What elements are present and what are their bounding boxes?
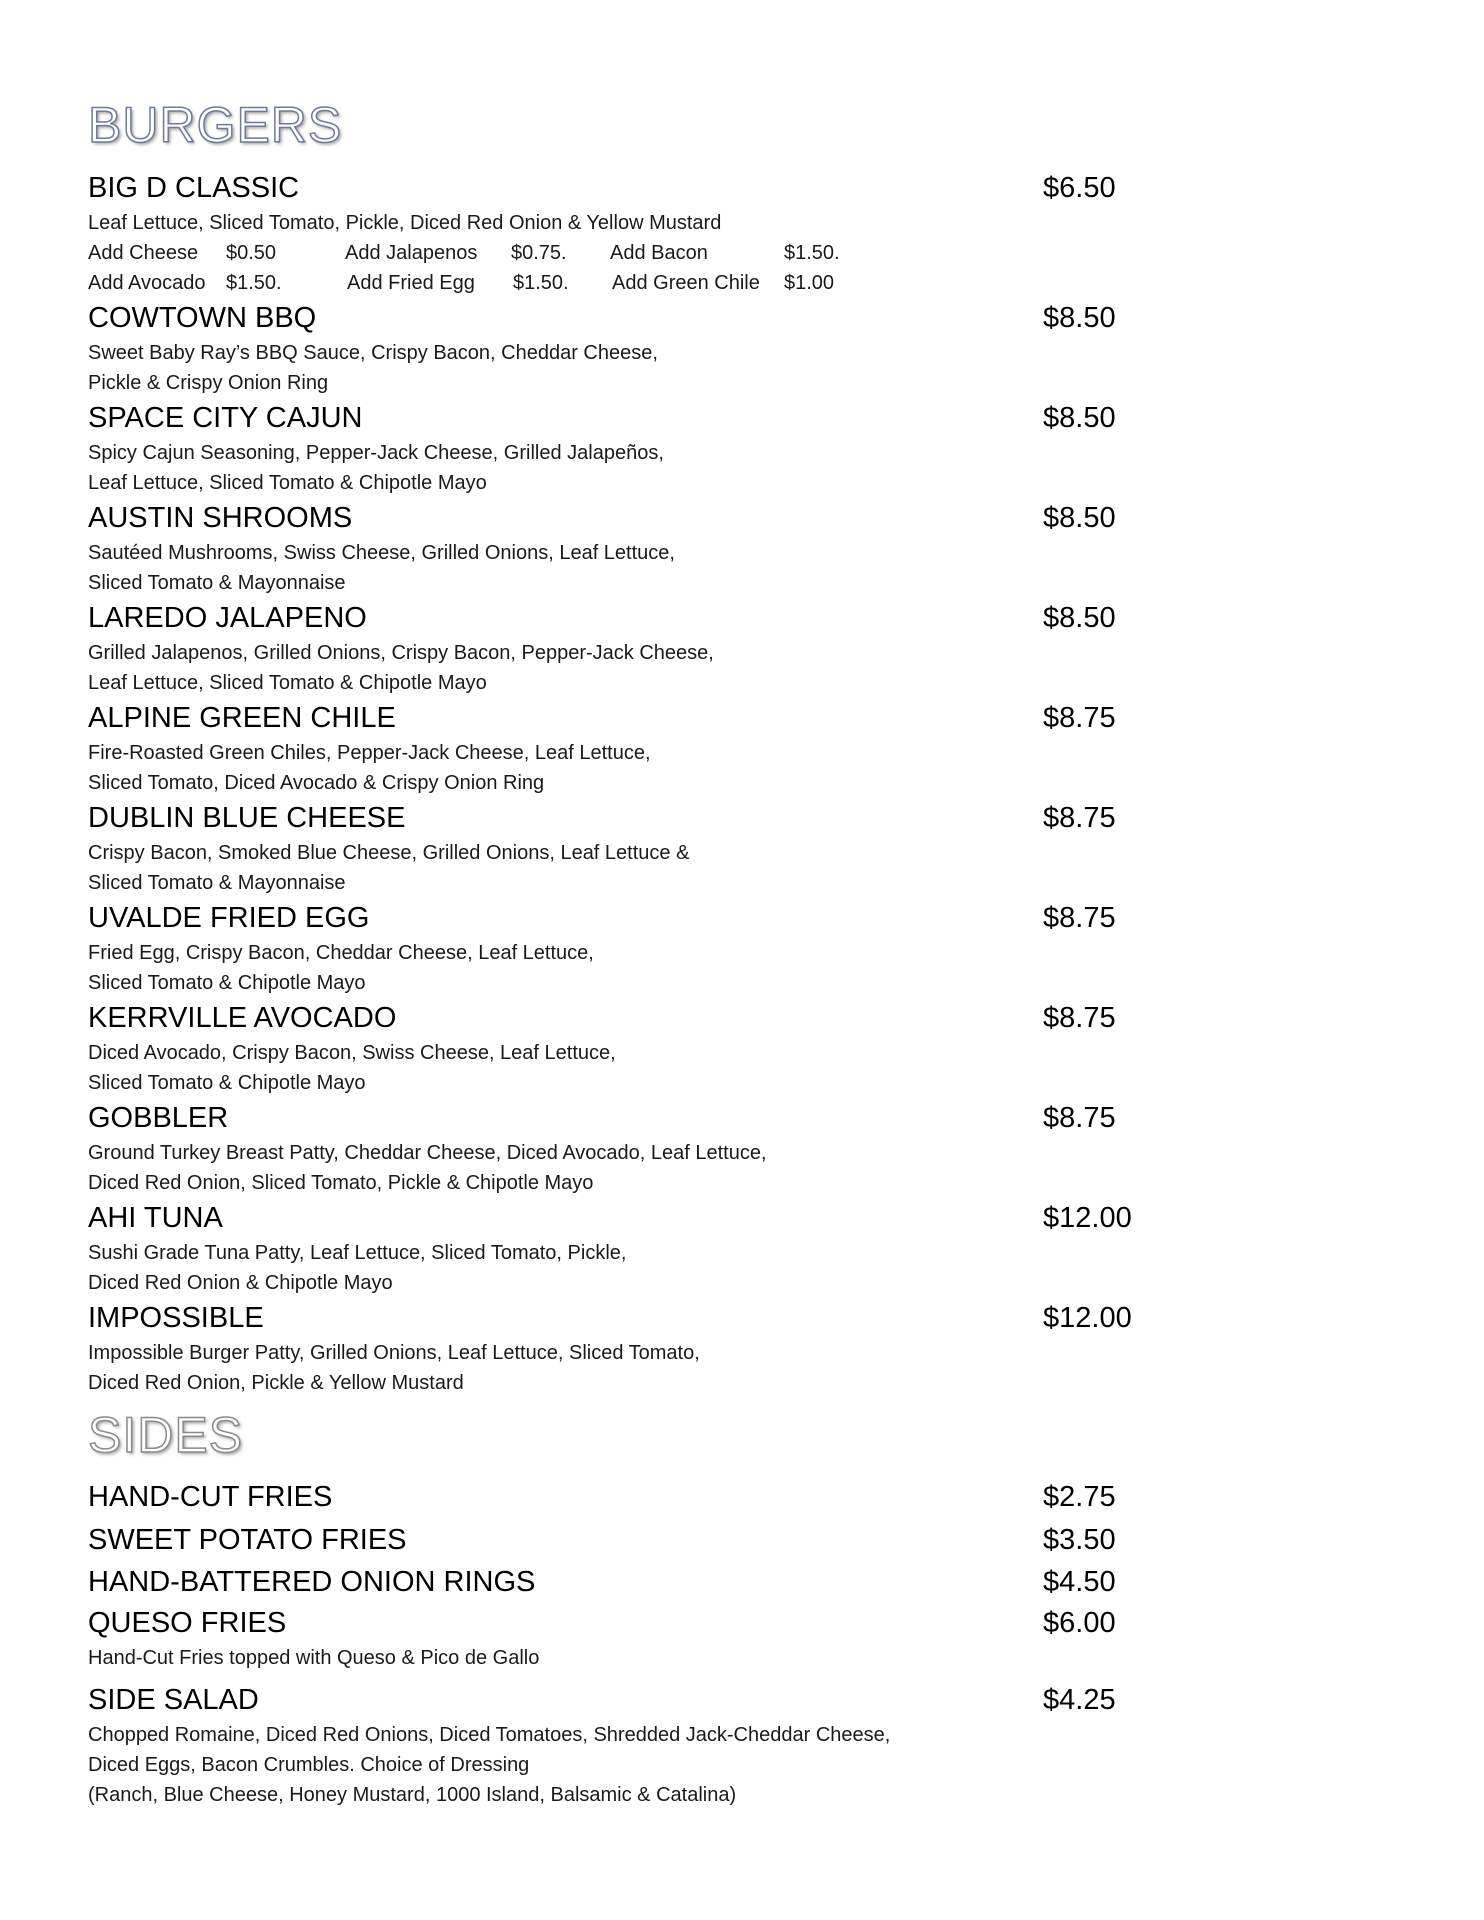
- item-price: $8.75: [1043, 1102, 1116, 1134]
- item-description: Chopped Romaine, Diced Red Onions, Diced Tomatoes, Shredded Jack-Cheddar Cheese, Diced Eggs, Bacon Crumbles. Choice of Dressing (Ranch, Blue Cheese, Honey Mustard, 1000 Island, Balsamic & Catalina): [88, 1724, 891, 1806]
- addon-label: Add Fried Egg: [347, 272, 475, 294]
- item-name: HAND-CUT FRIES: [88, 1481, 333, 1513]
- addon-jalapenos: [345, 238, 567, 268]
- item-name: SWEET POTATO FRIES: [88, 1524, 407, 1556]
- burgers-section-title: BURGERS: [88, 97, 343, 153]
- sides-section-title: SIDES: [88, 1407, 244, 1463]
- addon-price: $1.50.: [226, 272, 282, 294]
- item-description: Fried Egg, Crispy Bacon, Cheddar Cheese, Leaf Lettuce, Sliced Tomato & Chipotle Mayo: [88, 942, 594, 994]
- addon-bacon: [610, 238, 840, 268]
- item-description: Spicy Cajun Seasoning, Pepper-Jack Cheese, Grilled Jalapeños, Leaf Lettuce, Sliced Tomato & Chipotle Mayo: [88, 442, 664, 494]
- item-name: COWTOWN BBQ: [88, 302, 317, 334]
- item-price: $6.00: [1043, 1607, 1116, 1639]
- item-name: BIG D CLASSIC: [88, 172, 300, 204]
- item-price: $8.50: [1043, 402, 1116, 434]
- addon-fried-egg: [347, 268, 569, 298]
- item-price: $8.50: [1043, 302, 1116, 334]
- item-description: Fire-Roasted Green Chiles, Pepper-Jack Cheese, Leaf Lettuce, Sliced Tomato, Diced Avocado & Crispy Onion Ring: [88, 742, 651, 794]
- item-name: AUSTIN SHROOMS: [88, 502, 353, 534]
- item-name: LAREDO JALAPENO: [88, 602, 367, 634]
- item-name: QUESO FRIES: [88, 1607, 287, 1639]
- item-price: $8.75: [1043, 802, 1116, 834]
- item-name: HAND-BATTERED ONION RINGS: [88, 1566, 536, 1598]
- item-price: $2.75: [1043, 1481, 1116, 1513]
- item-price: $12.00: [1043, 1302, 1132, 1334]
- item-description: Sweet Baby Ray’s BBQ Sauce, Crispy Bacon, Cheddar Cheese, Pickle & Crispy Onion Ring: [88, 342, 658, 394]
- item-price: $8.50: [1043, 502, 1116, 534]
- item-price: $8.75: [1043, 702, 1116, 734]
- item-description: Hand-Cut Fries topped with Queso & Pico de Gallo: [88, 1647, 540, 1669]
- item-price: $6.50: [1043, 172, 1116, 204]
- item-price: $4.50: [1043, 1566, 1116, 1598]
- addon-cheese: [88, 238, 277, 268]
- item-name: KERRVILLE AVOCADO: [88, 1002, 397, 1034]
- item-description: Leaf Lettuce, Sliced Tomato, Pickle, Diced Red Onion & Yellow Mustard: [88, 212, 722, 234]
- item-price: $4.25: [1043, 1684, 1116, 1716]
- item-name: IMPOSSIBLE: [88, 1302, 264, 1334]
- item-name: GOBBLER: [88, 1102, 229, 1134]
- item-price: $8.75: [1043, 902, 1116, 934]
- item-description: Impossible Burger Patty, Grilled Onions, Leaf Lettuce, Sliced Tomato, Diced Red Onion, Pickle & Yellow Mustard: [88, 1342, 700, 1394]
- item-price: $8.50: [1043, 602, 1116, 634]
- item-price: $3.50: [1043, 1524, 1116, 1556]
- item-description: Ground Turkey Breast Patty, Cheddar Cheese, Diced Avocado, Leaf Lettuce, Diced Red Onion, Sliced Tomato, Pickle & Chipotle Mayo: [88, 1142, 767, 1194]
- addon-label: Add Bacon: [610, 242, 708, 264]
- addon-price: $1.00: [784, 272, 835, 294]
- item-description: Grilled Jalapenos, Grilled Onions, Crispy Bacon, Pepper-Jack Cheese, Leaf Lettuce, Sliced Tomato & Chipotle Mayo: [88, 642, 714, 694]
- addon-price: $1.50.: [784, 242, 840, 264]
- addon-label: Add Cheese: [88, 242, 199, 264]
- item-price: $8.75: [1043, 1002, 1116, 1034]
- item-name: UVALDE FRIED EGG: [88, 902, 370, 934]
- addon-price: $0.75.: [511, 242, 567, 264]
- addon-label: Add Avocado: [88, 272, 206, 294]
- addon-price: $0.50: [226, 242, 277, 264]
- item-name: AHI TUNA: [88, 1202, 223, 1234]
- item-price: $12.00: [1043, 1202, 1132, 1234]
- item-name: SIDE SALAD: [88, 1684, 259, 1716]
- addon-green-chile: [612, 268, 835, 298]
- item-name: DUBLIN BLUE CHEESE: [88, 802, 406, 834]
- addon-avocado: [88, 268, 282, 298]
- item-name: SPACE CITY CAJUN: [88, 402, 363, 434]
- item-description: Sushi Grade Tuna Patty, Leaf Lettuce, Sliced Tomato, Pickle, Diced Red Onion & Chipotle Mayo: [88, 1242, 627, 1294]
- item-name: ALPINE GREEN CHILE: [88, 702, 396, 734]
- addon-price: $1.50.: [513, 272, 569, 294]
- item-description: Sautéed Mushrooms, Swiss Cheese, Grilled Onions, Leaf Lettuce, Sliced Tomato & Mayonnaise: [88, 542, 675, 594]
- item-description: Crispy Bacon, Smoked Blue Cheese, Grilled Onions, Leaf Lettuce & Sliced Tomato & Mayonnaise: [88, 842, 690, 894]
- addon-label: Add Green Chile: [612, 272, 760, 294]
- addon-label: Add Jalapenos: [345, 242, 478, 264]
- item-description: Diced Avocado, Crispy Bacon, Swiss Cheese, Leaf Lettuce, Sliced Tomato & Chipotle Mayo: [88, 1042, 616, 1094]
